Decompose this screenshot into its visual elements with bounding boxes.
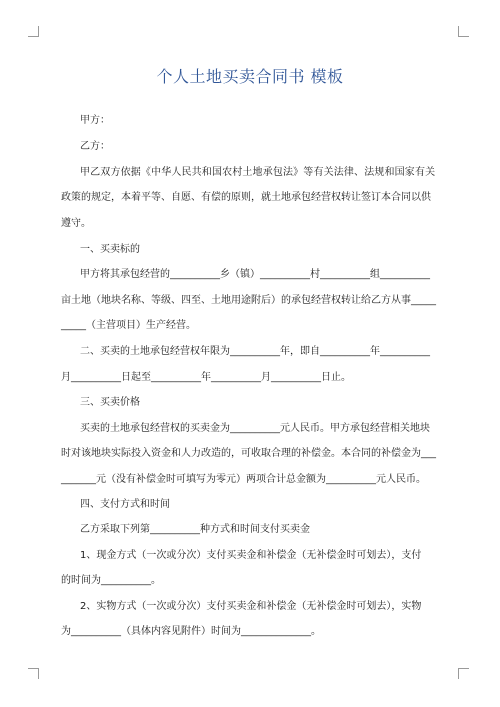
section-4-item-1-line-1: 1、现金方式（一次或分次）支付买卖金和补偿金（无补偿金时可划去），支付 — [80, 550, 422, 561]
section-4-item-2-line-1: 2、实物方式（一次或分次）支付买卖金和补偿金（无补偿金时可划去），实物 — [80, 601, 422, 612]
section-4-heading: 四、支付方式和时间 — [80, 499, 170, 510]
section-3-line-2: 时对该地块实际投入资金和人力改造的，可收取合理的补偿金。本合同的补偿金为___ — [61, 448, 436, 459]
crop-mark-top-right — [458, 26, 469, 37]
crop-mark-bottom-right — [458, 668, 469, 679]
section-1-line-3: _____（主营项目）生产经营。 — [61, 320, 196, 331]
crop-mark-top-left — [28, 26, 39, 37]
section-4-line-1: 乙方采取下列第__________种方式和时间支付买卖金 — [80, 524, 310, 535]
party-a-line: 甲方： — [80, 115, 110, 126]
document-title: 个人土地买卖合同书 模板 — [156, 67, 344, 86]
crop-mark-bottom-left — [28, 668, 39, 679]
section-2-line-1: 二、买卖的土地承包经营权年限为__________年，即自__________年__________ — [80, 346, 430, 357]
section-1-line-2: 亩土地（地块名称、等级、四至、土地用途附后）的承包经营权转让给乙方从事_____ — [61, 295, 436, 306]
section-3-line-3: _______元（没有补偿金时可填写为零元）两项合计总金额为__________元人民币。 — [61, 474, 426, 485]
preamble-line-1: 甲乙双方依据《中华人民共和国农村土地承包法》等有关法律、法规和国家有关 — [80, 167, 436, 178]
section-3-line-1: 买卖的土地承包经营权的买卖金为__________元人民币。甲方承包经营相关地块 — [80, 423, 430, 434]
section-2-line-2: 月__________日起至__________年__________月__________日止。 — [61, 372, 351, 383]
section-4-item-2-line-2: 为__________（具体内容见附件）时间为______________。 — [61, 626, 321, 637]
section-1-line-1: 甲方将其承包经营的__________乡（镇）__________村__________组__________ — [80, 269, 430, 280]
party-b-line: 乙方： — [80, 141, 110, 152]
preamble-line-3: 遵守。 — [61, 218, 91, 229]
section-1-heading: 一、买卖标的 — [80, 244, 140, 255]
preamble-line-2: 政策的规定，本着平等、自愿、有偿的原则，就土地承包经营权转让签订本合同以供 — [61, 192, 431, 203]
section-3-heading: 三、买卖价格 — [80, 397, 140, 408]
section-4-item-1-line-2: 的时间为__________。 — [61, 575, 161, 586]
